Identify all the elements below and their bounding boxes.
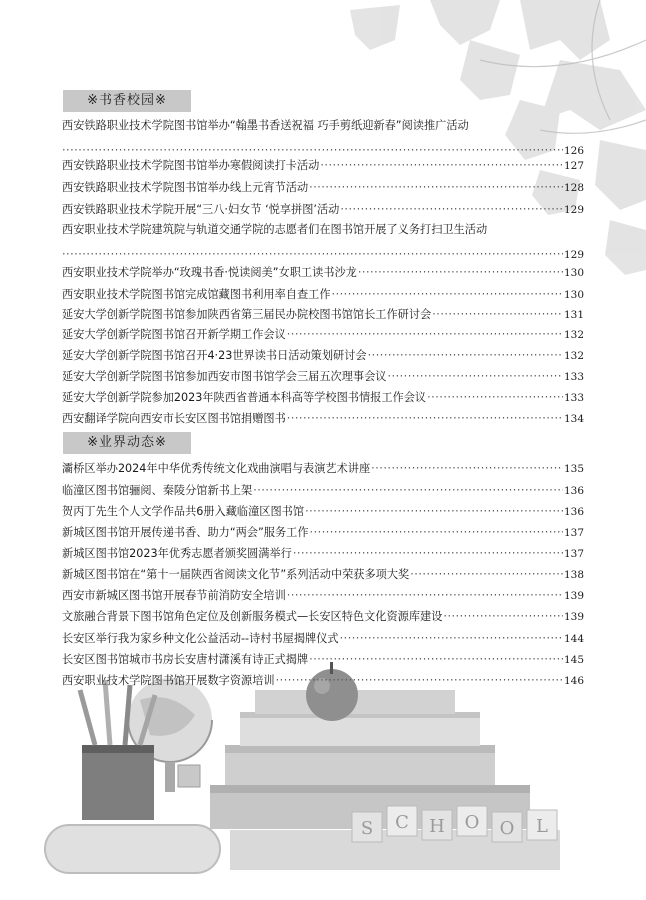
- entry-title: 西安铁路职业技术学院开展“三八·妇女节 ‘悦享拼图’活动: [62, 203, 340, 216]
- entry-title: 西安职业技术学院建筑院与轨道交通学院的志愿者们在图书馆开展了义务打扫卫生活动: [62, 223, 488, 236]
- school-letter: C: [395, 812, 409, 833]
- page-number: 132: [563, 329, 584, 341]
- leader-dots: [287, 411, 563, 427]
- toc-entry[interactable]: [62, 202, 584, 218]
- page-number: 127: [563, 160, 584, 172]
- page-number: 133: [563, 392, 584, 404]
- toc-entry[interactable]: [62, 483, 584, 499]
- toc-entry[interactable]: [62, 525, 584, 541]
- toc-entry[interactable]: [62, 222, 584, 263]
- toc-entry[interactable]: [62, 546, 584, 562]
- page-number: 132: [563, 350, 584, 362]
- entry-title: 延安大学创新学院参加2023年陕西省普通本科高等学校图书情报工作会议: [62, 391, 427, 404]
- leader-dots: [287, 588, 563, 604]
- page-number: 129: [563, 249, 584, 261]
- leader-dots: [340, 202, 563, 218]
- leader-dots: [62, 143, 563, 159]
- toc-entry[interactable]: [62, 609, 584, 625]
- page-number: 145: [563, 654, 584, 666]
- leader-dots: [340, 631, 563, 647]
- toc-entry[interactable]: [62, 390, 584, 406]
- entry-title: 延安大学创新学院图书馆参加陕西省第三届民办院校图书馆馆长工作研讨会: [62, 308, 432, 321]
- leader-dots: [371, 461, 563, 477]
- toc-entry[interactable]: [62, 307, 584, 323]
- entry-title: 西安翻译学院向西安市长安区图书馆捐赠图书: [62, 412, 286, 425]
- page-number: 137: [563, 548, 584, 560]
- section-header: ※业界动态※: [63, 432, 191, 454]
- entry-title: 延安大学创新学院图书馆参加西安市图书馆学会三届五次理事会议: [62, 370, 387, 383]
- toc-entry[interactable]: [62, 327, 584, 343]
- entry-title: 延安大学创新学院图书馆召开新学期工作会议: [62, 328, 286, 341]
- leader-dots: [427, 390, 563, 406]
- entry-title: 西安职业技术学院图书馆开展数字资源培训: [62, 674, 275, 687]
- toc-entry[interactable]: [62, 504, 584, 520]
- school-letter: O: [499, 818, 515, 839]
- entry-title: 延安大学创新学院图书馆召开4·23世界读书日活动策划研讨会: [62, 349, 367, 362]
- leader-dots: [253, 483, 563, 499]
- toc-entry[interactable]: [62, 118, 584, 159]
- page-number: 146: [563, 675, 584, 687]
- entry-title: 西安铁路职业技术学院图书馆举办“翰墨书香送祝福 巧手剪纸迎新春”阅读推广活动: [62, 119, 469, 132]
- toc-entry[interactable]: [62, 287, 584, 303]
- entry-title: 新城区图书馆在“第十一届陕西省阅读文化节”系列活动中荣获多项大奖: [62, 568, 410, 581]
- page-number: 131: [563, 309, 584, 321]
- leader-dots: [310, 525, 563, 541]
- leader-dots: [62, 247, 563, 263]
- toc-entry[interactable]: [62, 631, 584, 647]
- toc-entry[interactable]: [62, 348, 584, 364]
- toc-entry[interactable]: [62, 652, 584, 668]
- leader-dots: [332, 287, 563, 303]
- page-number: 126: [563, 145, 584, 157]
- entry-title: 长安区图书馆城市书房长安唐村潇溪有诗正式揭牌: [62, 653, 309, 666]
- leader-dots: [309, 180, 563, 196]
- entry-title: 贺丙丁先生个人文学作品共6册入藏临潼区图书馆: [62, 505, 305, 518]
- leader-dots: [432, 307, 563, 323]
- entry-title: 西安职业技术学院图书馆完成馆藏图书利用率自查工作: [62, 288, 331, 301]
- leader-dots: [276, 673, 563, 689]
- toc-entry[interactable]: [62, 369, 584, 385]
- school-letter: O: [464, 812, 480, 833]
- leader-dots: [305, 504, 563, 520]
- page-number: 135: [563, 463, 584, 475]
- page-number: 138: [563, 569, 584, 581]
- entry-title: 西安铁路职业技术学院图书馆举办线上元宵节活动: [62, 181, 309, 194]
- school-letter: L: [536, 816, 548, 837]
- page-number: 130: [563, 289, 584, 301]
- page-number: 128: [563, 182, 584, 194]
- leader-dots: [368, 348, 563, 364]
- leader-dots: [320, 158, 563, 174]
- page-number: 136: [563, 485, 584, 497]
- leader-dots: [387, 369, 563, 385]
- page-number: 144: [563, 633, 584, 645]
- leader-dots: [293, 546, 563, 562]
- page-number: 130: [563, 267, 584, 279]
- entry-title: 文旅融合背景下图书馆角色定位及创新服务模式—长安区特色文化资源库建设: [62, 610, 443, 623]
- entry-title: 灞桥区举办2024年中华优秀传统文化戏曲演唱与表演艺术讲座: [62, 462, 371, 475]
- entry-title: 长安区举行我为家乡种文化公益活动--诗村书屋揭牌仪式: [62, 632, 339, 645]
- toc-entry[interactable]: [62, 265, 584, 281]
- entry-title: 新城区图书馆开展传递书香、助力“两会”服务工作: [62, 526, 309, 539]
- leader-dots: [443, 609, 563, 625]
- school-letter: S: [360, 818, 374, 839]
- leader-dots: [309, 652, 563, 668]
- toc-entry[interactable]: [62, 567, 584, 583]
- page-number: 137: [563, 527, 584, 539]
- section-header: ※书香校园※: [63, 90, 191, 112]
- page-number: 139: [563, 611, 584, 623]
- toc-entry[interactable]: [62, 588, 584, 604]
- page-number: 136: [563, 506, 584, 518]
- leader-dots: [358, 265, 563, 281]
- page-number: 133: [563, 371, 584, 383]
- entry-title: 西安铁路职业技术学院图书馆举办寒假阅读打卡活动: [62, 159, 320, 172]
- entry-title: 新城区图书馆2023年优秀志愿者颁奖圆满举行: [62, 547, 292, 560]
- leader-dots: [410, 567, 563, 583]
- entry-title: 西安市新城区图书馆开展春节前消防安全培训: [62, 589, 286, 602]
- page-number: 129: [563, 204, 584, 216]
- entry-title: 西安职业技术学院举办“玫瑰书香·悦读阅美”女职工读书沙龙: [62, 266, 357, 279]
- toc-entry[interactable]: [62, 411, 584, 427]
- leader-dots: [287, 327, 563, 343]
- toc-entry[interactable]: [62, 673, 584, 689]
- page-number: 134: [563, 413, 584, 425]
- toc-entry[interactable]: [62, 180, 584, 196]
- page-number: 139: [563, 590, 584, 602]
- school-letter: H: [429, 816, 445, 837]
- entry-title: 临潼区图书馆骊阅、秦陵分馆新书上架: [62, 484, 253, 497]
- toc-entry[interactable]: [62, 158, 584, 174]
- toc-entry[interactable]: [62, 461, 584, 477]
